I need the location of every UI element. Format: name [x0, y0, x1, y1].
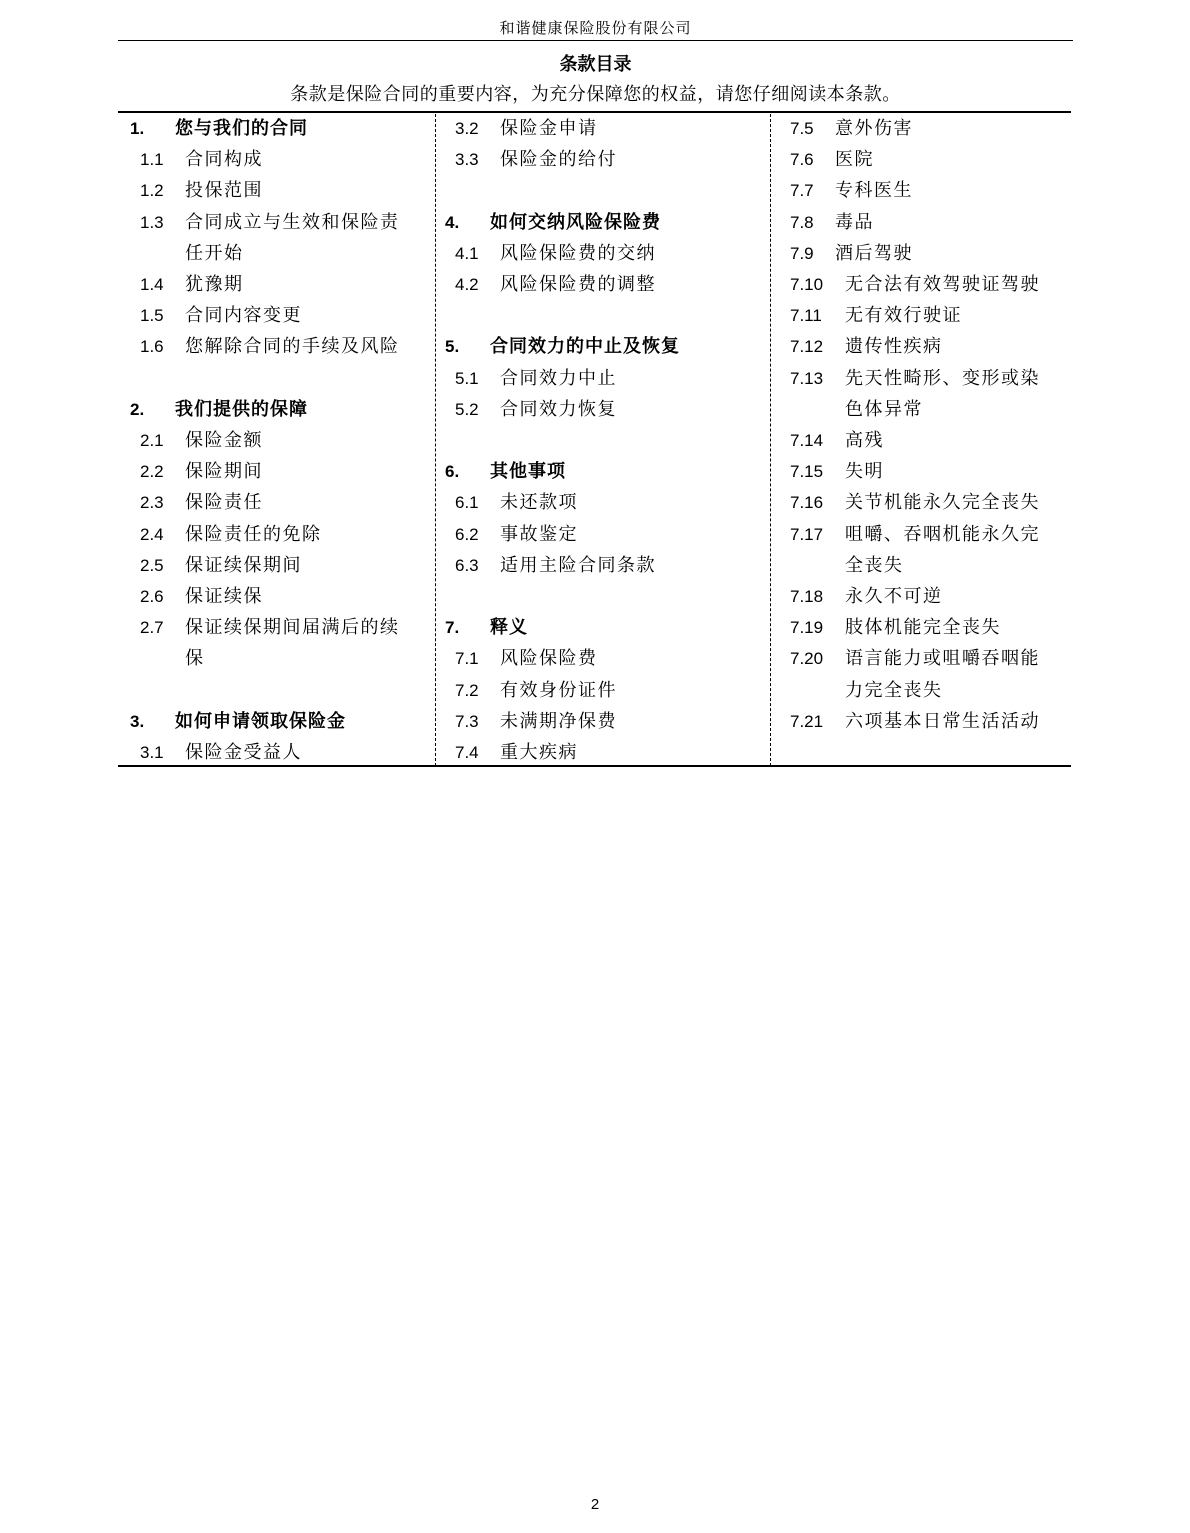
toc-number: 2.4	[140, 524, 164, 544]
toc-number: 1.1	[140, 150, 164, 170]
toc-text-continuation: 色体异常	[845, 398, 923, 420]
toc-number: 1.	[130, 119, 145, 138]
toc-text: 重大疾病	[500, 742, 578, 763]
company-name: 和谐健康保险股份有限公司	[499, 19, 692, 37]
toc-text: 适用主险合同条款	[500, 554, 656, 576]
toc-number: 7.6	[790, 150, 814, 170]
toc-number: 3.1	[140, 743, 164, 762]
toc-number: 7.21	[790, 711, 824, 731]
toc-text: 酒后驾驶	[835, 242, 913, 264]
toc-text: 无合法有效驾驶证驾驶	[845, 274, 1040, 295]
toc-number: 7.2	[455, 680, 479, 700]
toc-text: 保险金的给付	[500, 149, 617, 171]
toc-number: 7.7	[790, 181, 814, 201]
toc-text: 失明	[845, 461, 884, 483]
toc-number: 1.3	[140, 212, 164, 232]
toc-number: 7.	[445, 618, 460, 638]
toc-text: 保险期间	[185, 461, 263, 483]
toc-number: 3.	[130, 711, 145, 731]
page-number: 2	[590, 1496, 600, 1513]
toc-text: 高残	[845, 430, 884, 451]
toc-number: 7.12	[790, 337, 824, 357]
toc-text: 释义	[490, 617, 528, 639]
toc-text: 风险保险费的交纳	[500, 242, 656, 264]
toc-text: 遗传性疾病	[845, 336, 943, 358]
toc-number: 2.	[130, 399, 145, 419]
toc-text-continuation: 全丧失	[845, 554, 904, 576]
toc-number: 1.6	[140, 337, 164, 357]
toc-text: 保证续保期间	[185, 554, 302, 576]
toc-text-continuation: 力完全丧失	[845, 679, 943, 701]
toc-number: 7.14	[790, 431, 824, 450]
toc-text: 合同效力的中止及恢复	[490, 336, 680, 358]
toc-text: 如何交纳风险保险费	[490, 211, 661, 233]
toc-text: 如何申请领取保险金	[175, 710, 346, 732]
toc-text: 未还款项	[500, 492, 578, 514]
toc-text: 永久不可逆	[845, 586, 943, 607]
toc-number: 2.7	[140, 618, 164, 638]
toc-number: 7.18	[790, 587, 824, 606]
toc-number: 7.13	[790, 368, 824, 388]
toc-title: 条款目录	[559, 54, 632, 75]
toc-number: 2.2	[140, 462, 164, 482]
toc-number: 3.3	[455, 150, 479, 170]
toc-number: 5.	[445, 337, 460, 357]
toc-text: 风险保险费的调整	[500, 274, 656, 295]
toc-number: 7.9	[790, 243, 814, 263]
toc-number: 6.	[445, 462, 460, 482]
column-divider-1	[435, 114, 436, 766]
toc-text: 专科医生	[835, 180, 913, 202]
toc-text: 合同效力中止	[500, 367, 617, 389]
toc-text: 保险金额	[185, 430, 263, 451]
toc-text: 未满期净保费	[500, 710, 617, 732]
toc-subtitle: 条款是保险合同的重要内容，为充分保障您的权益，请您仔细阅读本条款。	[290, 84, 901, 105]
toc-number: 6.1	[455, 493, 479, 513]
toc-number: 5.1	[455, 368, 479, 388]
toc-number: 1.4	[140, 275, 164, 294]
toc-text: 保险金受益人	[185, 742, 302, 763]
toc-text: 医院	[835, 149, 874, 171]
toc-number: 7.16	[790, 493, 824, 513]
toc-text: 先天性畸形、变形或染	[845, 367, 1040, 389]
toc-number: 7.8	[790, 212, 814, 232]
toc-text: 犹豫期	[185, 274, 244, 295]
toc-text: 保险金申请	[500, 118, 598, 139]
toc-text: 合同构成	[185, 149, 263, 171]
toc-number: 6.3	[455, 555, 479, 575]
toc-text: 合同成立与生效和保险责	[185, 211, 400, 233]
toc-text: 您与我们的合同	[175, 118, 308, 139]
toc-text: 六项基本日常生活活动	[845, 710, 1040, 732]
toc-number: 4.	[445, 212, 460, 232]
toc-text: 保险责任的免除	[185, 523, 322, 545]
toc-number: 7.19	[790, 618, 824, 638]
toc-number: 2.1	[140, 431, 164, 450]
toc-number: 7.4	[455, 743, 479, 762]
toc-number: 7.5	[790, 119, 814, 138]
column-divider-2	[770, 114, 771, 766]
toc-number: 7.17	[790, 524, 824, 544]
toc-text: 保证续保期间届满后的续	[185, 617, 400, 639]
toc-number: 7.10	[790, 275, 824, 294]
toc-text: 有效身份证件	[500, 679, 617, 701]
toc-number: 3.2	[455, 119, 479, 138]
toc-text: 语言能力或咀嚼吞咽能	[845, 648, 1040, 670]
toc-number: 4.1	[455, 243, 479, 263]
toc-text: 合同内容变更	[185, 305, 302, 327]
toc-number: 6.2	[455, 524, 479, 544]
toc-text: 咀嚼、吞咽机能永久完	[845, 523, 1040, 545]
toc-number: 7.15	[790, 462, 824, 482]
toc-text: 投保范围	[185, 180, 263, 202]
toc-text: 事故鉴定	[500, 523, 578, 545]
toc-number: 7.20	[790, 649, 824, 669]
toc-text: 风险保险费	[500, 648, 598, 670]
toc-number: 7.1	[455, 649, 479, 669]
toc-text: 其他事项	[490, 461, 566, 483]
toc-text: 肢体机能完全丧失	[845, 617, 1001, 639]
toc-number: 7.3	[455, 711, 479, 731]
toc-number: 2.3	[140, 493, 164, 513]
toc-number: 1.2	[140, 181, 164, 201]
toc-text: 合同效力恢复	[500, 398, 617, 420]
toc-text-continuation: 任开始	[185, 242, 244, 264]
toc-text: 意外伤害	[835, 118, 913, 139]
toc-number: 2.5	[140, 555, 164, 575]
toc-number: 5.2	[455, 399, 479, 419]
toc-text-continuation: 保	[185, 648, 205, 670]
toc-number: 2.6	[140, 587, 164, 606]
toc-text: 您解除合同的手续及风险	[185, 336, 400, 358]
toc-text: 保证续保	[185, 586, 263, 607]
toc-text: 无有效行驶证	[845, 305, 962, 327]
toc-text: 我们提供的保障	[175, 398, 308, 420]
toc-number: 4.2	[455, 275, 479, 294]
toc-number: 1.5	[140, 306, 164, 326]
toc-number: 7.11	[790, 306, 822, 326]
toc-text: 毒品	[835, 211, 874, 233]
page-header	[118, 16, 1073, 41]
toc-text: 保险责任	[185, 492, 263, 514]
toc-text: 关节机能永久完全丧失	[845, 492, 1040, 514]
